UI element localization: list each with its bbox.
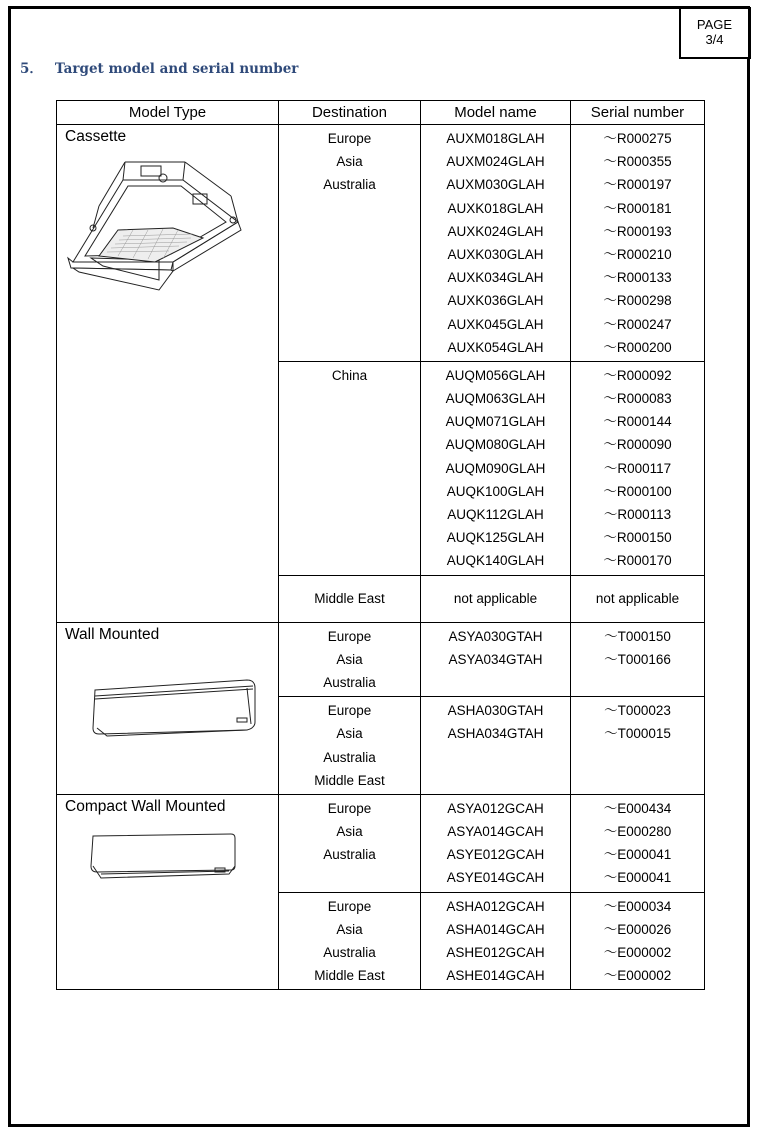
section-title: Target model and serial number [54,61,299,77]
header-model-name: Model name [421,101,571,125]
model-name-cell: AUXK018GLAH [447,200,544,216]
serial-number-cell: ～R000113 [603,507,672,522]
cassette-group3-model: not applicable [421,575,571,622]
cassette-group3-destination: Middle East [279,575,421,622]
model-name-cell: ASHE014GCAH [446,968,545,984]
compact-type-cell [57,794,279,990]
serial-number-cell: ～E000026 [603,921,672,937]
model-name-cell: AUQM090GLAH [445,460,546,476]
compact-group1-models [421,794,571,892]
model-name-cell: AUXK034GLAH [447,270,544,286]
compact-group2-models [421,892,571,990]
destination-cell: Middle East [314,968,385,984]
wall-group1-destinations [279,622,421,697]
serial-number-cell: ～R000083 [603,391,672,407]
model-name-cell: ASHA012GCAH [446,898,545,914]
model-name-cell: AUQM071GLAH [445,414,546,430]
model-name-cell: ASHA034GTAH [447,726,544,742]
cassette-type-cell [57,125,279,623]
model-name-cell: ASYA034GTAH [448,651,543,667]
destination-cell: Asia [336,824,363,840]
model-name-cell: ASYA012GCAH [447,800,544,816]
cassette-group2-models [421,361,571,575]
compact-wall-mounted-label: Compact Wall Mounted [65,797,226,815]
table-header-row [57,101,705,125]
model-name-cell: AUQM080GLAH [445,437,546,453]
serial-number-cell: ～R000170 [603,553,672,569]
serial-number-cell: ～E000434 [603,800,672,816]
compact-group2-serials [571,892,705,990]
serial-number-cell: ～R000144 [603,414,672,430]
serial-number-cell: ～R000193 [603,223,672,239]
serial-number-cell: ～T000023 [604,703,671,719]
model-serial-table [56,100,705,990]
model-name-cell: ASYE012GCAH [446,847,545,863]
wall-type-cell [57,622,279,794]
serial-number-cell: ～R000247 [603,316,672,332]
compact-group1-destinations [279,794,421,892]
model-name-cell: AUQK100GLAH [446,483,545,499]
model-name-cell: AUXK030GLAH [447,246,544,262]
wall-group1-models [421,622,571,697]
wall-unit-illustration [87,678,267,758]
serial-number-cell: ～E000002 [603,945,672,960]
serial-number-cell: ～R000298 [603,293,672,309]
table-row [57,794,705,892]
serial-number-cell: ～R000117 [603,460,672,476]
destination-cell: Asia [336,154,363,170]
model-name-cell: ASHA014GCAH [446,921,545,937]
destination-cell: Europe [327,628,372,644]
serial-number-cell: ～E000034 [603,898,672,914]
serial-number-cell: ～T000166 [604,651,671,667]
destination-cell: Asia [336,921,363,937]
header-destination: Destination [279,101,421,125]
destination-cell: China [331,367,368,383]
destination-cell: Australia [323,177,376,193]
model-name-cell: AUXK024GLAH [447,223,544,239]
serial-number-cell: ～R000133 [603,270,672,286]
header-serial-number: Serial number [571,101,705,125]
serial-number-cell: ～R000200 [603,339,672,355]
cassette-group1-serials [571,125,705,362]
destination-cell: Australia [323,674,376,690]
serial-number-cell: ～E000041 [603,847,672,863]
destination-cell: Middle East [314,772,385,788]
destination-cell: Europe [327,703,372,719]
model-name-cell: AUXK054GLAH [447,339,544,355]
section-heading [20,57,298,77]
model-name-cell: AUXK045GLAH [447,316,544,332]
cassette-group1-destinations [279,125,421,362]
wall-mounted-label: Wall Mounted [65,625,160,643]
cassette-group2-serials [571,361,705,575]
destination-cell: Australia [323,945,376,960]
serial-number-cell: ～R000090 [603,437,672,453]
table-row [57,622,705,697]
serial-number-cell: ～R000275 [603,131,672,146]
wall-group2-destinations [279,697,421,795]
destination-cell: Asia [336,651,363,667]
destination-cell: Europe [327,898,372,914]
compact-group1-serials [571,794,705,892]
model-name-cell: AUQK140GLAH [446,553,545,569]
model-name-cell: AUXM030GLAH [446,177,545,193]
page-label: PAGE [696,17,733,32]
serial-number-cell: ～R000181 [603,200,672,216]
serial-number-cell: ～R000355 [603,154,672,170]
serial-number-cell: ～R000150 [603,530,672,546]
destination-cell: Europe [327,131,372,146]
cassette-group1-models [421,125,571,362]
cassette-unit-illustration [63,150,263,300]
model-name-cell: ASHE012GCAH [446,945,545,960]
model-name-cell: ASYE014GCAH [446,870,545,886]
model-name-cell: ASHA030GTAH [447,703,544,719]
table-row [57,125,705,362]
destination-cell: Asia [336,726,363,742]
page-number-box [679,7,751,59]
cassette-group3-serial: not applicable [571,575,705,622]
serial-number-cell: ～R000197 [603,177,672,193]
serial-number-cell: ～T000015 [604,726,671,742]
cassette-label: Cassette [65,128,127,145]
model-name-cell: ASYA030GTAH [448,628,543,644]
serial-number-cell: ～R000100 [603,483,672,499]
section-number: 5． [20,61,43,77]
model-name-cell: AUQM056GLAH [445,367,546,383]
model-name-cell: AUXM024GLAH [446,154,545,170]
model-name-cell: AUQK125GLAH [446,530,545,546]
destination-cell: Europe [327,800,372,816]
destination-cell: Australia [323,749,376,765]
page-number: 3/4 [705,32,724,47]
wall-group1-serials [571,622,705,697]
model-name-cell: AUQM063GLAH [445,391,546,407]
model-name-cell: ASYA014GCAH [447,824,544,840]
serial-number-cell: ～E000280 [603,824,672,840]
compact-group2-destinations [279,892,421,990]
serial-number-cell: ～E000002 [603,968,672,984]
header-model-type: Model Type [57,101,279,125]
cassette-group2-destinations [279,361,421,575]
destination-cell: Australia [323,847,376,863]
serial-number-cell: ～R000210 [603,246,672,262]
serial-number-cell: ～E000041 [603,870,672,886]
compact-wall-unit-illustration [87,830,247,890]
model-name-cell: AUQK112GLAH [447,507,544,522]
serial-number-cell: ～T000150 [604,628,671,644]
serial-number-cell: ～R000092 [603,367,672,383]
wall-group2-serials [571,697,705,795]
wall-group2-models [421,697,571,795]
model-name-cell: AUXK036GLAH [447,293,544,309]
model-name-cell: AUXM018GLAH [446,131,545,146]
